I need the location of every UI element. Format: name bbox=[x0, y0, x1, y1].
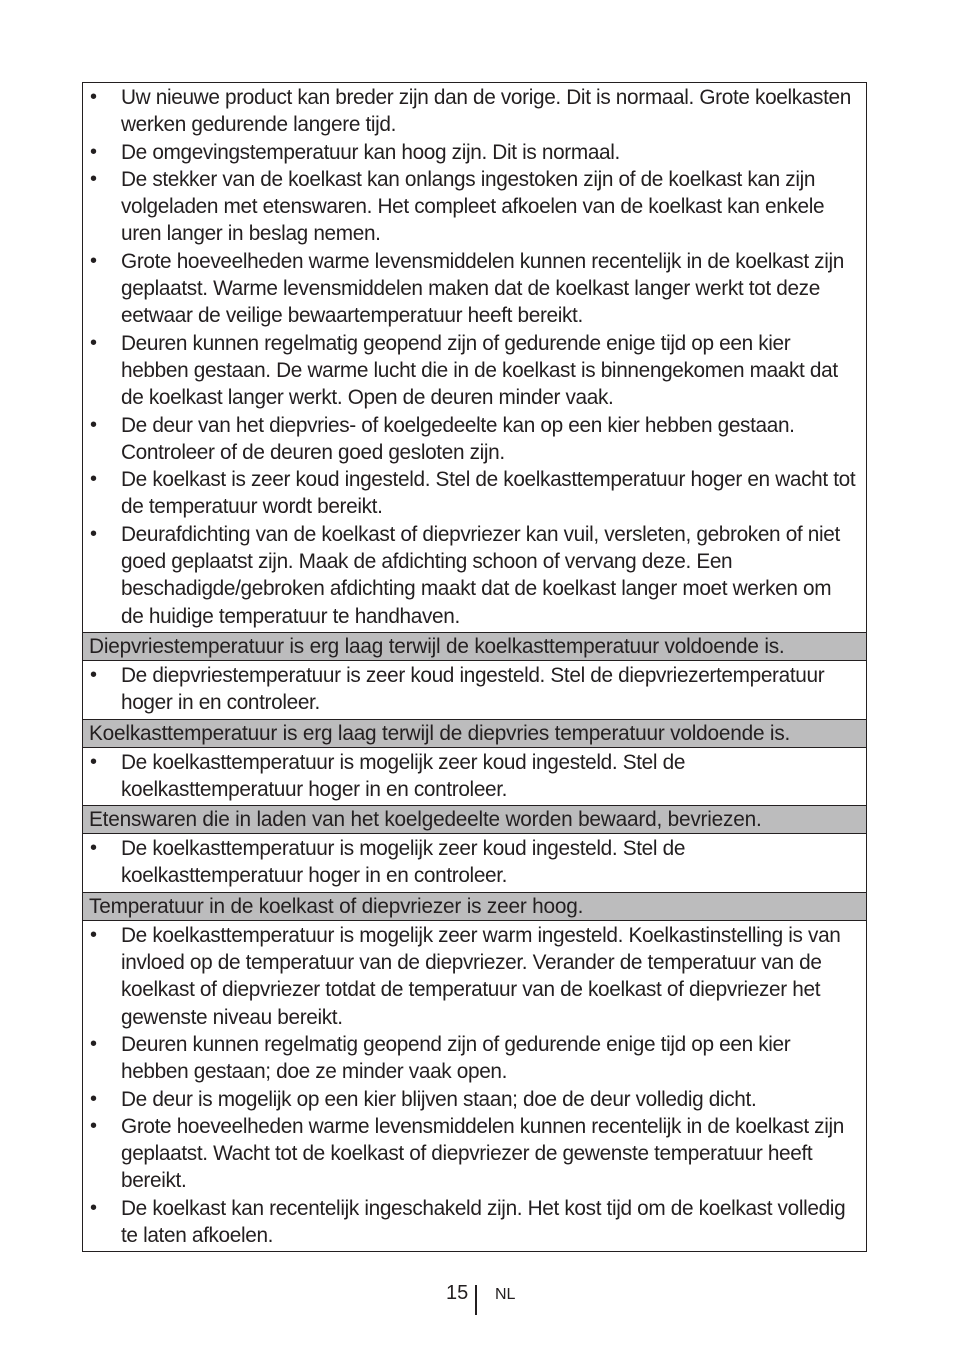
footer-divider bbox=[475, 1285, 477, 1315]
section-header: Koelkasttemperatuur is erg laag terwijl de diepvries temperatuur voldoende is. bbox=[83, 719, 866, 748]
bullet-icon: • bbox=[90, 522, 97, 545]
section-header: Temperatuur in de koelkast of diepvriezer is zeer hoog. bbox=[83, 892, 866, 921]
bullet-icon: • bbox=[90, 413, 97, 436]
bullet-icon: • bbox=[90, 837, 97, 860]
bullet-icon: • bbox=[90, 86, 97, 108]
list-item: • Deurafdichting van de koelkast of diepvriezer kan vuil, versleten, gebroken of niet goed geplaatst zijn. Maak de afdichting schoon of vervang deze. Een beschadigde/gebroken afdichting maakt dat de koelkast langer moet werken om de huidige temperatuur te handhaven. bbox=[90, 522, 840, 628]
section-header: Etenswaren die in laden van het koelgedeelte worden bewaard, bevriezen. bbox=[83, 805, 866, 834]
list-item: • De koelkasttemperatuur is mogelijk zeer warm ingesteld. Koelkastinstelling is van invloed op de temperatuur van de diepvriezer. Verander de temperatuur van de koelkast of diepvriezer totdat de temperatuur van de koelkast of diepvriezer het gewenste niveau bereikt. bbox=[90, 923, 841, 1029]
bullet-icon: • bbox=[90, 249, 97, 272]
list-item: • De omgevingstemperatuur kan hoog zijn. Dit is normaal. bbox=[83, 139, 858, 166]
bullet-icon: • bbox=[90, 923, 97, 946]
list-item: • Grote hoeveelheden warme levensmiddelen kunnen recentelijk in de koelkast zijn geplaatst. Wacht tot de koelkast of diepvriezer de gewenste temperatuur heeft bereikt. bbox=[90, 1114, 844, 1193]
bullet-icon: • bbox=[90, 1032, 97, 1055]
list-item: • Deuren kunnen regelmatig geopend zijn of gedurende enige tijd op een kier hebben gestaan; doe ze minder vaak open. bbox=[90, 1032, 791, 1084]
list-item: • Uw nieuwe product kan breder zijn dan de vorige. Dit is normaal. Grote koelkasten werken gedurende langere tijd. bbox=[90, 86, 851, 137]
section-0-list bbox=[83, 83, 866, 632]
list-item: • De deur van het diepvries- of koelgedeelte kan op een kier hebben gestaan. Controleer of de deuren goed gesloten zijn. bbox=[90, 413, 795, 464]
section-4-list bbox=[83, 921, 866, 1252]
section-1-list bbox=[83, 661, 866, 719]
list-item: • Deuren kunnen regelmatig geopend zijn of gedurende enige tijd op een kier hebben gestaan. De warme lucht die in de koelkast is binnengekomen maakt dat de koelkast langer werkt. Open de deuren minder vaak. bbox=[90, 331, 838, 410]
list-item: • De koelkasttemperatuur is mogelijk zeer koud ingesteld. Stel de koelkasttemperatuur hoger in en controleer. bbox=[90, 837, 686, 888]
bullet-icon: • bbox=[90, 140, 97, 163]
section-2-list bbox=[83, 748, 866, 806]
list-item: • De koelkast is zeer koud ingesteld. Stel de koelkasttemperatuur hoger en wacht tot de temperatuur wordt bereikt. bbox=[90, 468, 856, 519]
page-number: 15 bbox=[446, 1282, 469, 1304]
bullet-icon: • bbox=[90, 750, 97, 773]
language-code: NL bbox=[495, 1286, 516, 1303]
section-header: Diepvriestemperatuur is erg laag terwijl de koelkasttemperatuur voldoende is. bbox=[83, 632, 866, 661]
list-item: • De deur is mogelijk op een kier blijven staan; doe de deur volledig dicht. bbox=[83, 1086, 858, 1113]
list-item: • De koelkasttemperatuur is mogelijk zeer koud ingesteld. Stel de koelkasttemperatuur hoger in en controleer. bbox=[90, 750, 686, 801]
bullet-icon: • bbox=[90, 663, 97, 686]
list-item: • De koelkast kan recentelijk ingeschakeld zijn. Het kost tijd om de koelkast volledig te laten afkoelen. bbox=[90, 1196, 846, 1247]
list-item: • Grote hoeveelheden warme levensmiddelen kunnen recentelijk in de koelkast zijn geplaatst. Warme levensmiddelen maken dat de koelkast langer werkt tot deze eetwaar de veilige bewaartemperatuur heeft bereikt. bbox=[90, 249, 844, 328]
bullet-icon: • bbox=[90, 1114, 97, 1137]
bullet-icon: • bbox=[90, 167, 97, 190]
bullet-icon: • bbox=[90, 1087, 97, 1110]
list-item: • De diepvriestemperatuur is zeer koud ingesteld. Stel de diepvriezertemperatuur hoger in en controleer. bbox=[90, 663, 825, 715]
troubleshooting-table bbox=[82, 82, 867, 1252]
section-3-list bbox=[83, 834, 866, 892]
page-footer bbox=[0, 1280, 954, 1316]
bullet-icon: • bbox=[90, 1196, 97, 1219]
bullet-icon: • bbox=[90, 468, 97, 491]
list-item: • De stekker van de koelkast kan onlangs ingestoken zijn of de koelkast kan zijn volgeladen met etenswaren. Het compleet afkoelen van de koelkast kan enkele uren langer in beslag nemen. bbox=[90, 167, 825, 246]
bullet-icon: • bbox=[90, 331, 97, 354]
